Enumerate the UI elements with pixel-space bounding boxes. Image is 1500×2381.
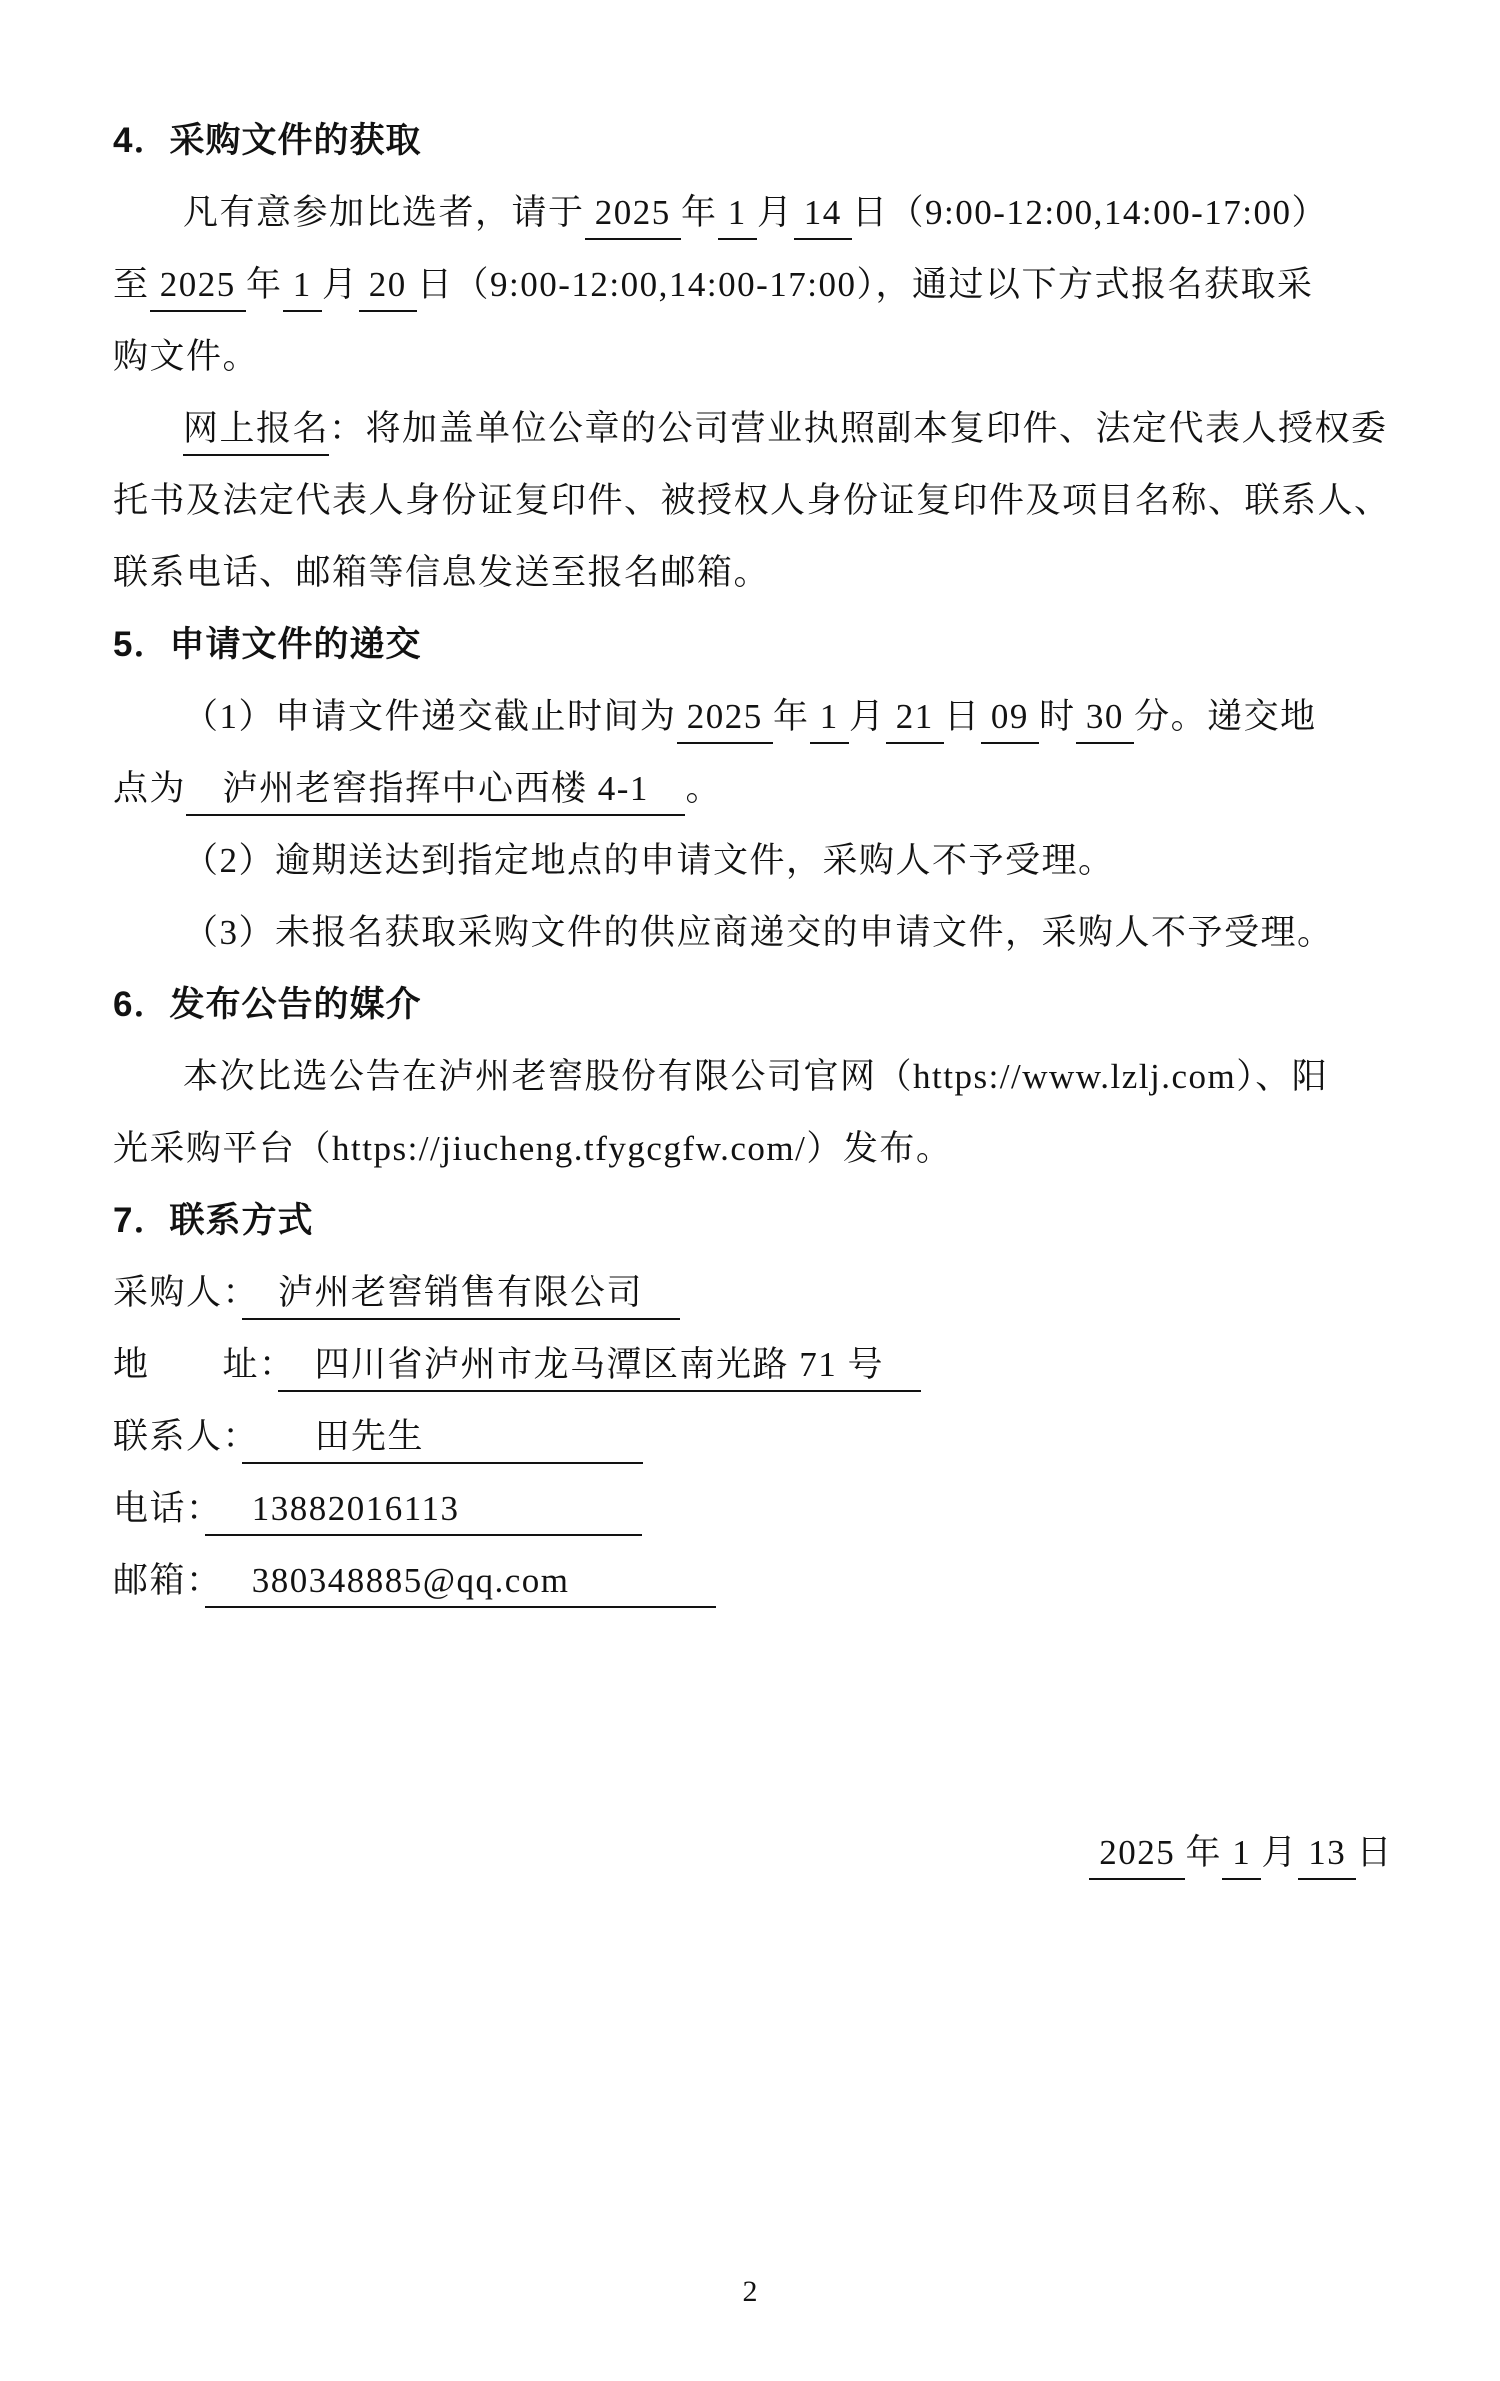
underlined-field: 网上报名 <box>183 409 329 456</box>
underlined-field: 30 <box>1076 697 1135 744</box>
underlined-field: 1 <box>718 193 758 240</box>
text-segment: 月 <box>322 265 359 304</box>
underlined-field: 1 <box>810 697 850 744</box>
underlined-field: 四川省泸州市龙马潭区南光路 71 号 <box>278 1345 921 1392</box>
text-segment: 月 <box>757 193 794 232</box>
text-segment: （1）申请文件递交截止时间为 <box>183 697 677 736</box>
text-segment: 光采购平台（https://jiucheng.tfygcgfw.com/）发布。 <box>113 1129 953 1168</box>
text-segment: 分。递交地 <box>1134 697 1317 736</box>
text-segment: 4．采购文件的获取 <box>113 121 422 160</box>
text-segment: 联系人： <box>113 1417 242 1456</box>
text-segment: 联系电话、邮箱等信息发送至报名邮箱。 <box>113 553 771 592</box>
underlined-field: 田先生 <box>242 1417 644 1464</box>
paragraph-line <box>113 1401 1393 1473</box>
text-segment: 本次比选公告在泸州老窖股份有限公司官网（https://www.lzlj.com）、阳 <box>183 1057 1329 1096</box>
text-segment: 时 <box>1039 697 1076 736</box>
underlined-field: 泸州老窖指挥中心西楼 4-1 <box>186 769 685 816</box>
paragraph-line <box>113 537 1393 609</box>
paragraph-line <box>113 1257 1393 1329</box>
underlined-field: 2025 <box>1089 1833 1186 1880</box>
underlined-field: 1 <box>1222 1833 1262 1880</box>
underlined-field: 14 <box>794 193 853 240</box>
text-segment: 凡有意参加比选者，请于 <box>183 193 585 232</box>
text-segment: 采购人： <box>113 1273 242 1312</box>
text-segment: （2）逾期送达到指定地点的申请文件，采购人不予受理。 <box>183 841 1115 880</box>
underlined-field: 1 <box>283 265 323 312</box>
text-segment: 托书及法定代表人身份证复印件、被授权人身份证复印件及项目名称、联系人、 <box>113 481 1391 520</box>
text-segment: 邮箱： <box>113 1561 206 1600</box>
text-segment: 日 <box>944 697 981 736</box>
text-segment: 年 <box>246 265 283 304</box>
paragraph-line <box>113 393 1393 465</box>
underlined-field: 2025 <box>585 193 682 240</box>
paragraph-line <box>113 1113 1393 1185</box>
text-segment: 年 <box>1185 1833 1222 1872</box>
text-segment: 7．联系方式 <box>113 1201 314 1240</box>
paragraph-line <box>113 1545 1393 1617</box>
text-segment: ：将加盖单位公章的公司营业执照副本复印件、法定代表人授权委 <box>329 409 1388 448</box>
paragraph-line <box>113 249 1393 321</box>
paragraph-line <box>113 825 1393 897</box>
text-segment: 5．申请文件的递交 <box>113 625 422 664</box>
underlined-field: 380348885@qq.com <box>205 1561 716 1608</box>
text-segment: 日（9:00-12:00,14:00-17:00） <box>852 193 1329 232</box>
paragraph-line <box>113 897 1393 969</box>
text-segment: 。 <box>685 769 722 808</box>
document-content <box>113 105 1393 1889</box>
paragraph-line <box>113 465 1393 537</box>
text-segment: 地 址： <box>113 1345 279 1384</box>
underlined-field: 20 <box>359 265 418 312</box>
text-segment: （3）未报名获取采购文件的供应商递交的申请文件，采购人不予受理。 <box>183 913 1334 952</box>
text-segment: 日（9:00-12:00,14:00-17:00），通过以下方式报名获取采 <box>417 265 1314 304</box>
text-segment: 年 <box>681 193 718 232</box>
underlined-field: 13 <box>1298 1833 1357 1880</box>
text-segment: 月 <box>1261 1833 1298 1872</box>
text-segment: 至 <box>113 265 150 304</box>
date-line <box>113 1817 1393 1889</box>
section-heading <box>113 105 1393 177</box>
text-segment: 6．发布公告的媒介 <box>113 985 422 1024</box>
paragraph-line <box>113 1041 1393 1113</box>
underlined-field: 09 <box>981 697 1040 744</box>
paragraph-line <box>113 1329 1393 1401</box>
text-segment: 点为 <box>113 769 187 808</box>
section-heading <box>113 1185 1393 1257</box>
underlined-field: 2025 <box>150 265 247 312</box>
underlined-field: 13882016113 <box>205 1489 642 1536</box>
section-heading <box>113 609 1393 681</box>
paragraph-line <box>113 177 1393 249</box>
text-segment: 电话： <box>113 1489 206 1528</box>
underlined-field: 2025 <box>677 697 774 744</box>
paragraph-line <box>113 1473 1393 1545</box>
page-number: 2 <box>742 2275 758 2308</box>
underlined-field: 泸州老窖销售有限公司 <box>242 1273 680 1320</box>
text-segment: 购文件。 <box>113 337 260 376</box>
paragraph-line <box>113 321 1393 393</box>
text-segment: 年 <box>773 697 810 736</box>
paragraph-line <box>113 753 1393 825</box>
text-segment: 月 <box>849 697 886 736</box>
text-segment: 日 <box>1356 1833 1393 1872</box>
vertical-gap <box>113 1617 1393 1817</box>
paragraph-line <box>113 681 1393 753</box>
underlined-field: 21 <box>886 697 945 744</box>
section-heading <box>113 969 1393 1041</box>
